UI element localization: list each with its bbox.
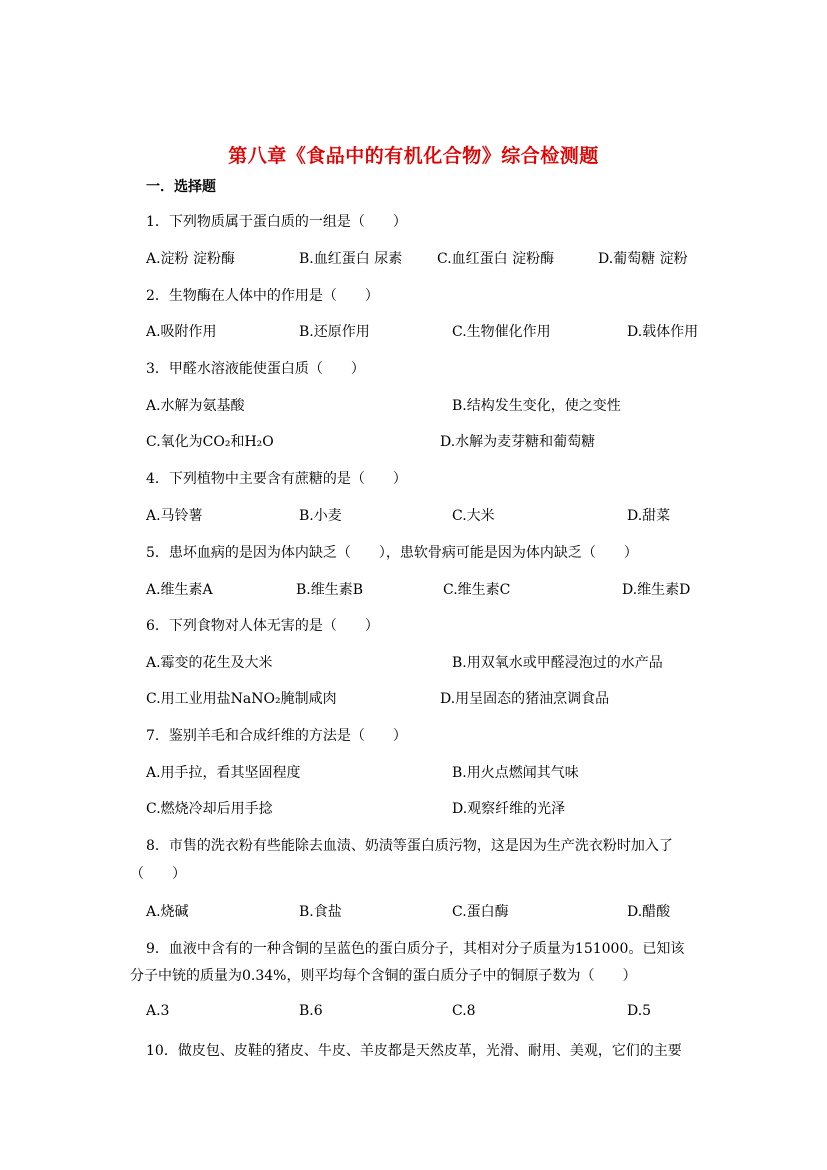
question-6-stem: 6．下列食物对人体无害的是（ ）: [146, 618, 379, 634]
question-4-stem: 4．下列植物中主要含有蔗糖的是（ ）: [146, 471, 407, 487]
question-2-options: [0, 321, 827, 343]
question-8-option-a: A.烧碱: [146, 904, 189, 920]
question-6-option-c: C.用工业用盐NaNO₂腌制咸肉: [146, 691, 337, 707]
question-8-option-b: B.食盐: [299, 904, 342, 920]
question-4-option-c: C.大米: [452, 508, 495, 524]
question-8-options: [0, 901, 827, 923]
question-9-options: [0, 1003, 827, 1025]
question-3-option-a: A.水解为氨基酸: [146, 398, 245, 414]
question-10-stem: 10．做皮包、皮鞋的猪皮、牛皮、羊皮都是天然皮革，光滑、耐用、美观，它们的主要: [146, 1043, 682, 1059]
question-7-options-row2: [0, 798, 827, 820]
question-5-option-d: D.维生素D: [622, 582, 691, 598]
question-9-option-c: C.8: [452, 1003, 476, 1019]
question-8-option-d: D.醋酸: [627, 904, 671, 920]
question-1-option-b: B.血红蛋白 尿素: [299, 251, 403, 267]
question-4-option-d: D.甜菜: [627, 508, 671, 524]
question-2-option-b: B.还原作用: [299, 324, 370, 340]
question-1-option-d: D.葡萄糖 淀粉: [598, 251, 688, 267]
question-7-option-d: D.观察纤维的光泽: [452, 801, 566, 817]
question-5-option-c: C.维生素C: [443, 582, 511, 598]
question-8-stem-continuation: （ ）: [130, 866, 186, 882]
question-3-options-row1: [0, 395, 827, 417]
question-1-option-c: C.血红蛋白 淀粉酶: [437, 251, 555, 267]
question-8-option-c: C.蛋白酶: [452, 904, 509, 920]
question-4-option-b: B.小麦: [299, 508, 342, 524]
question-7-options-row1: [0, 762, 827, 784]
question-1-option-a: A.淀粉 淀粉酶: [146, 251, 236, 267]
question-5-options: [0, 579, 827, 601]
question-2-option-c: C.生物催化作用: [452, 324, 551, 340]
question-9-stem-continuation: 分子中铳的质量为0.34%，则平均每个含铜的蛋白质分子中的铜原子数为（ ）: [130, 968, 637, 984]
question-1-stem: 1．下列物质属于蛋白质的一组是（ ）: [146, 214, 407, 230]
question-3-option-d: D.水解为麦芽糖和葡萄糖: [440, 434, 596, 450]
question-7-option-a: A.用手拉，看其坚固程度: [146, 765, 301, 781]
question-3-option-b: B.结构发生变化，使之变性: [452, 398, 621, 414]
question-6-options-row1: [0, 652, 827, 674]
question-2-stem: 2．生物酶在人体中的作用是（ ）: [146, 288, 379, 304]
question-5-stem: 5．患坏血病的是因为体内缺乏（ ），患软骨病可能是因为体内缺乏（ ）: [146, 545, 638, 561]
question-7-option-b: B.用火点燃闻其气味: [452, 765, 579, 781]
question-3-options-row2: [0, 431, 827, 453]
question-4-options: [0, 505, 827, 527]
question-6-options-row2: [0, 688, 827, 710]
question-7-stem: 7．鉴别羊毛和合成纤维的方法是（ ）: [146, 728, 407, 744]
question-2-option-a: A.吸附作用: [146, 324, 217, 340]
question-6-option-b: B.用双氧水或甲醛浸泡过的水产品: [452, 655, 663, 671]
section-heading: 一．选择题: [146, 179, 216, 195]
page-title: 第八章《食品中的有机化合物》综合检测题: [228, 145, 599, 167]
question-6-option-a: A.霉变的花生及大米: [146, 655, 273, 671]
question-9-option-d: D.5: [627, 1003, 652, 1019]
question-5-option-a: A.维生素A: [146, 582, 213, 598]
question-9-option-b: B.6: [299, 1003, 323, 1019]
question-1-options: [0, 248, 827, 270]
question-3-stem: 3．甲醛水溶液能使蛋白质（ ）: [146, 361, 365, 377]
question-6-option-d: D.用呈固态的猪油烹调食品: [440, 691, 610, 707]
question-5-option-b: B.维生素B: [296, 582, 364, 598]
question-4-option-a: A.马铃薯: [146, 508, 203, 524]
question-8-stem: 8．市售的洗衣粉有些能除去血渍、奶渍等蛋白质污物，这是因为生产洗衣粉时加入了: [146, 838, 673, 854]
question-2-option-d: D.载体作用: [627, 324, 699, 340]
question-3-option-c: C.氧化为CO₂和H₂O: [146, 434, 274, 450]
question-9-stem: 9．血液中含有的一种含铜的呈蓝色的蛋白质分子，其相对分子质量为151000。已知该: [146, 941, 685, 957]
question-9-option-a: A.3: [146, 1003, 170, 1019]
question-7-option-c: C.燃烧冷却后用手捻: [146, 801, 273, 817]
